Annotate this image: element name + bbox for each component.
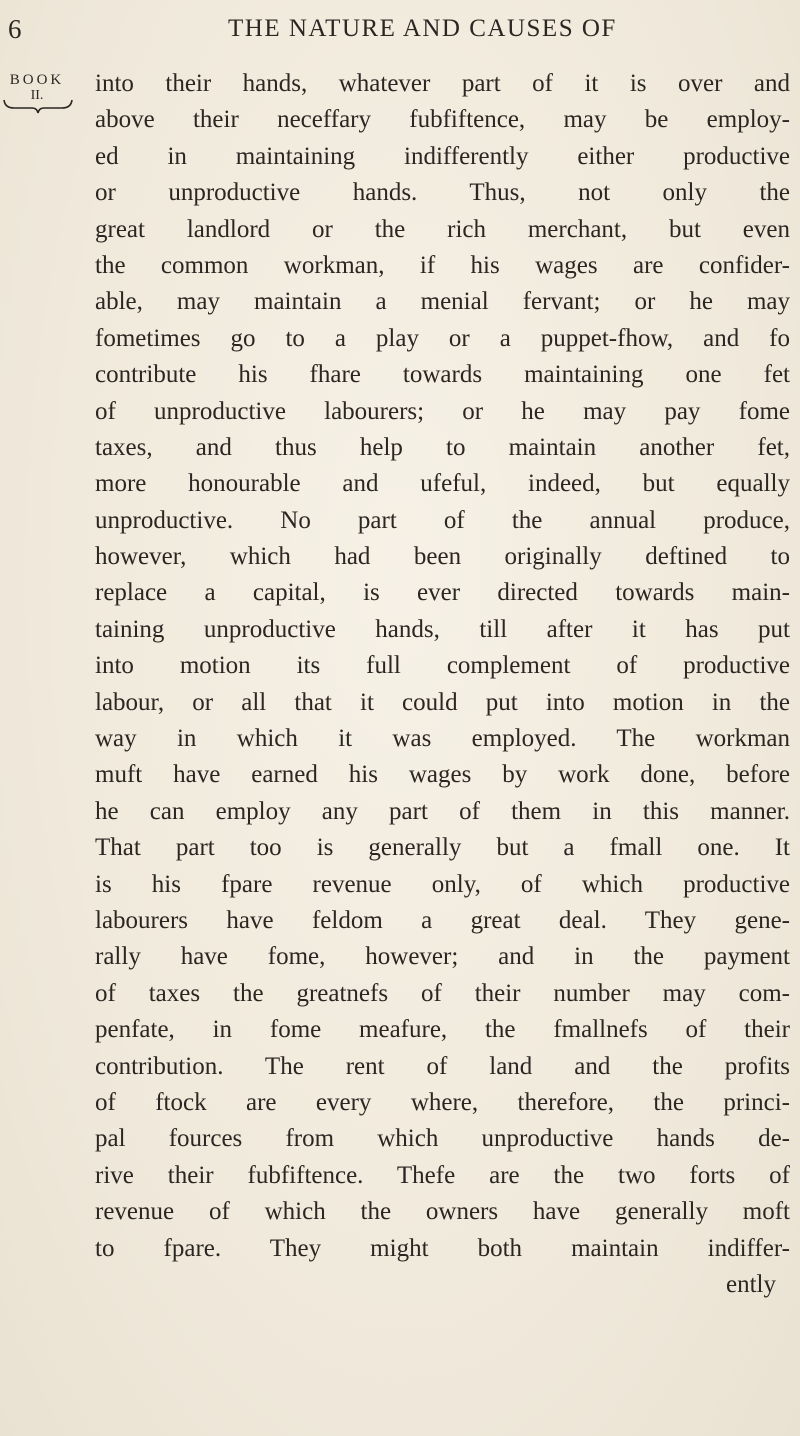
body-text	[95, 66, 790, 1303]
text-line: or unproductive hands. Thus, not only the	[95, 179, 790, 207]
text-line: revenue of which the owners have generally moft	[95, 1198, 790, 1226]
text-line: above their neceffary fubfiftence, may be employ-	[95, 106, 790, 134]
text-line: replace a capital, is ever directed towards main-	[95, 579, 790, 607]
text-line: the common workman, if his wages are confider-	[95, 251, 790, 279]
text-line: taxes, and thus help to maintain another fet,	[95, 433, 790, 461]
margin-note	[8, 72, 66, 114]
text-line: labourers have feldom a great deal. They gene-	[95, 906, 790, 934]
text-line: more honourable and ufeful, indeed, but equally	[95, 470, 790, 498]
text-line: penfate, in fome meafure, the fmallnefs of their	[95, 1016, 790, 1044]
text-line: fometimes go to a play or a puppet-fhow, and fo	[95, 324, 790, 352]
text-line: pal fources from which unproductive hands de-	[95, 1125, 790, 1153]
catchword: ently	[726, 1270, 776, 1298]
text-line: muft have earned his wages by work done, before	[95, 761, 790, 789]
page-number: 6	[8, 14, 23, 44]
text-line: to fpare. They might both maintain indiffer-	[95, 1234, 790, 1262]
text-line: labour, or all that it could put into motion in the	[95, 688, 790, 716]
text-line: he can employ any part of them in this manner.	[95, 797, 790, 825]
text-line: into their hands, whatever part of it is over and	[95, 70, 790, 97]
margin-book-number: II.	[30, 88, 44, 103]
text-line: of ftock are every where, therefore, the princi-	[95, 1088, 790, 1116]
text-line: great landlord or the rich merchant, but even	[95, 215, 790, 243]
text-line: unproductive. No part of the annual produce,	[95, 506, 790, 534]
text-line: however, which had been originally deftined to	[95, 543, 790, 571]
text-line: rally have fome, however; and in the payment	[95, 943, 790, 971]
text-line: is his fpare revenue only, of which productive	[95, 870, 790, 898]
text-line: of unproductive labourers; or he may pay fome	[95, 397, 790, 425]
text-line: into motion its full complement of productive	[95, 652, 790, 680]
text-line: rive their fubfiftence. Thefe are the two forts of	[95, 1161, 790, 1189]
page-header	[0, 14, 800, 54]
running-head: THE NATURE AND CAUSES OF	[228, 15, 617, 42]
text-line: contribution. The rent of land and the profits	[95, 1052, 790, 1080]
text-line: way in which it was employed. The workman	[95, 725, 790, 753]
text-line: able, may maintain a menial fervant; or he may	[95, 288, 790, 316]
text-line: ed in maintaining indifferently either productive	[95, 142, 790, 170]
margin-book-label: BOOK	[9, 72, 65, 88]
text-line: contribute his fhare towards maintaining one fet	[95, 361, 790, 389]
text-line: That part too is generally but a fmall one. It	[95, 834, 790, 862]
text-line: of taxes the greatnefs of their number may com-	[95, 979, 790, 1007]
text-line: taining unproductive hands, till after it has put	[95, 615, 790, 643]
